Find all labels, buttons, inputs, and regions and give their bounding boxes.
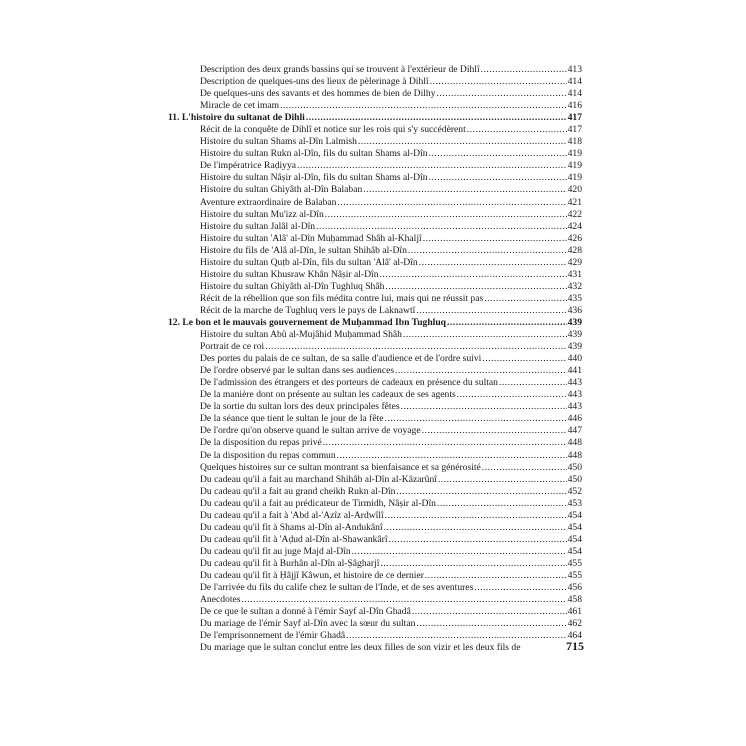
toc-entry [168, 197, 582, 209]
toc-entry-page: 443 [567, 401, 582, 413]
toc-entry [168, 365, 582, 377]
toc-entry [168, 534, 582, 546]
toc-entry-title: Du cadeau qu'il fit à 'Aḍud al-Dîn al-Shawankârî [200, 533, 388, 545]
toc-entry-title: De la disposition du repas privé [200, 437, 322, 449]
dot-leader [416, 305, 566, 317]
toc-entry-page: 422 [567, 208, 582, 220]
toc-entry-title: Du cadeau qu'il fit au juge Majd al-Dîn [200, 545, 351, 557]
dot-leader [325, 209, 567, 221]
toc-entry-title: De la séance que tient le sultan le jour de la fête [200, 413, 384, 425]
toc-entry-page: 455 [567, 557, 582, 569]
toc-entry [168, 450, 582, 462]
toc-entry-title: De la manière dont on présente au sultan les cadeaux de ses agents [200, 389, 456, 401]
dot-leader [422, 425, 567, 437]
dot-leader [482, 462, 567, 474]
toc-entry [168, 76, 582, 88]
dot-leader [467, 124, 567, 136]
toc-entry-page: 452 [567, 485, 582, 497]
toc-entry-title: Histoire du sultan Khusraw Khân Nâṣir al-Dîn [200, 268, 379, 280]
dot-leader [425, 570, 567, 582]
toc-entry-page: 419 [567, 148, 582, 160]
dot-leader [430, 76, 567, 88]
toc-entry [168, 413, 582, 425]
toc-entry-title: Portrait de ce roi [200, 341, 265, 353]
toc-entry-title: De l'ordre observé par le sultan dans ses audiences [200, 365, 395, 377]
toc-entry [168, 136, 582, 148]
toc-entry-page: 414 [567, 76, 582, 88]
toc-entry-page: 464 [567, 630, 582, 642]
dot-leader [363, 184, 566, 196]
toc-entry-page: 416 [567, 100, 582, 112]
dot-leader [481, 64, 567, 76]
toc-entry-page: 447 [567, 425, 582, 437]
toc-entry-title: De l'admission des étrangers et des porteurs de cadeaux en présence du sultan [200, 377, 498, 389]
toc-entry [168, 184, 582, 196]
toc-entry-title: Du mariage de l'émir Sayf al-Dîn avec la sœur du sultan [200, 618, 416, 630]
dot-leader [316, 221, 567, 233]
dot-leader [337, 197, 566, 209]
toc-entry [168, 522, 582, 534]
toc-entry-title: Du cadeau qu'il a fait à 'Abd al-'Azîz al-Ardwîlî [200, 509, 384, 521]
toc-entry-page: 450 [567, 473, 582, 485]
toc-entry [168, 257, 582, 269]
dot-leader [499, 377, 567, 389]
toc-entry-page: 439 [567, 341, 582, 353]
toc-entry-page: 419 [567, 172, 582, 184]
toc-entry-page: 461 [567, 606, 582, 618]
toc-entry-title: De l'ordre qu'on observe quand le sultan arrive de voyage [200, 425, 421, 437]
toc-entry-page: 454 [567, 545, 582, 557]
dot-leader [323, 437, 567, 449]
toc-entry-page: 440 [567, 353, 582, 365]
toc-entry-title: Récit de la rébellion que son fils médita contre lui, mais qui ne réussit pas [200, 292, 484, 304]
toc-entry-page: 453 [567, 497, 582, 509]
toc-entry-page: 428 [567, 244, 582, 256]
dot-leader [447, 317, 567, 329]
toc-entry-title: Du cadeau qu'il a fait au marchand Shihâb al-Dîn al-Kâzarûnî [200, 473, 437, 485]
toc-entry-title: Du cadeau qu'il a fait au grand cheikh Rukn al-Dîn [200, 485, 396, 497]
toc-entry-title: De l'impératrice Raḍiyya [200, 160, 297, 172]
toc-chapter-entry [168, 112, 582, 124]
toc-entry-page: 413 [567, 64, 582, 75]
dot-leader [401, 401, 567, 413]
toc-entry-title: Quelques histoires sur ce sultan montrant sa bienfaisance et sa générosité [200, 461, 481, 473]
toc-entry-title: Description de quelques-uns des lieux de pèlerinage à Dihlî [200, 76, 429, 88]
dot-leader [352, 546, 567, 558]
toc-entry-page: 454 [567, 533, 582, 545]
dot-leader [337, 450, 567, 462]
toc-entry-title: 12. Le bon et le mauvais gouvernement de Muḥammad Ibn Tughluq [168, 316, 446, 328]
toc-entry-title: Miracle de cet imam [200, 100, 280, 112]
toc-entry-title: Histoire du sultan Ghiyâth al-Dîn Tughluq Shâh [200, 280, 385, 292]
toc-entry [168, 498, 582, 510]
toc-entry-page: 426 [567, 232, 582, 244]
toc-entry-title: Histoire du sultan Ghiyâth al-Dîn Balaban [200, 184, 363, 196]
toc-entry-page: 417 [567, 124, 582, 136]
dot-leader [429, 172, 567, 184]
toc-entry-page: 450 [567, 461, 582, 473]
toc-entry [168, 353, 582, 365]
toc-entry-title: Histoire du sultan Jalâl al-Dîn [200, 220, 316, 232]
toc-entry [168, 558, 582, 570]
dot-leader [395, 365, 567, 377]
toc-entry-page: 420 [567, 184, 582, 196]
dot-leader [385, 510, 567, 522]
toc-entry-title: Histoire du sultan Nâṣir al-Dîn, fils du sultan Shams al-Dîn [200, 172, 428, 184]
toc-entry-title: Du cadeau qu'il fit à Burhân al-Dîn al-Ṣâgharjî [200, 557, 380, 569]
toc-entry-page: 414 [567, 88, 582, 100]
toc-entry-title: Histoire du sultan Shams al-Dîn Lalmish [200, 136, 357, 148]
toc-entry [168, 425, 582, 437]
dot-leader [385, 413, 567, 425]
dot-leader [457, 389, 567, 401]
toc-entry-title: Récit de la conquête de Dihlî et notice sur les rois qui s'y succédèrent [200, 124, 466, 136]
toc-entry [168, 148, 582, 160]
toc-entry [168, 221, 582, 233]
toc-entry-page: 432 [567, 280, 582, 292]
dot-leader [437, 88, 567, 100]
dot-leader [389, 534, 567, 546]
toc-entry [168, 486, 582, 498]
toc-entry-page: 436 [567, 304, 582, 316]
dot-leader [385, 281, 566, 293]
toc-entry-page: 419 [567, 160, 582, 172]
dot-leader [242, 594, 567, 606]
dot-leader [380, 269, 567, 281]
dot-leader [416, 618, 566, 630]
dot-leader [429, 148, 567, 160]
dot-leader [437, 498, 567, 510]
dot-leader [297, 160, 567, 172]
toc-entry [168, 606, 582, 618]
toc-entry [168, 630, 582, 642]
toc-entry [168, 642, 582, 654]
toc-entry-title: Aventure extraordinaire de Balaban [200, 196, 337, 208]
toc-entry [168, 269, 582, 281]
toc-entry-title: Du cadeau qu'il a fait au prédicateur de Tirmidh, Nâṣir al-Dîn [200, 497, 436, 509]
toc-entry [168, 209, 582, 221]
page-number: 715 [566, 639, 584, 653]
toc-entry [168, 245, 582, 257]
toc-entry-page: 446 [567, 413, 582, 425]
dot-leader [438, 474, 567, 486]
dot-leader [408, 245, 567, 257]
toc-entry [168, 329, 582, 341]
toc-entry-title: Récit de la marche de Tughluq vers le pays de Laknawtî [200, 304, 416, 316]
toc-entry-title: Description des deux grands bassins qui se trouvent à l'extérieur de Dihlî [200, 64, 480, 75]
toc-entry-page: 431 [567, 268, 582, 280]
toc-entry-page: 448 [567, 437, 582, 449]
toc-entry [168, 618, 582, 630]
dot-leader [412, 606, 567, 618]
toc-entry [168, 377, 582, 389]
dot-leader [396, 486, 566, 498]
dot-leader [403, 329, 567, 341]
toc-entry [168, 594, 582, 606]
dot-leader [423, 233, 567, 245]
toc-entry [168, 341, 582, 353]
toc-entry-title: Histoire du sultan 'Alâ' al-Dîn Muḥammad Shâh al-Khaljî [200, 232, 422, 244]
toc-entry-page: 456 [567, 582, 582, 594]
dot-leader [384, 522, 567, 534]
toc-entry-page: 462 [567, 618, 582, 630]
dot-leader [484, 293, 566, 305]
toc-entry-title: Des portes du palais de ce sultan, de sa salle d'audience et de l'ordre suivi [200, 353, 482, 365]
dot-leader [265, 341, 566, 353]
dot-leader [306, 112, 567, 124]
toc-entry [168, 124, 582, 136]
toc-entry [168, 88, 582, 100]
dot-leader [346, 630, 566, 642]
toc-entry-page: 429 [567, 256, 582, 268]
dot-leader [280, 100, 566, 112]
toc-entry [168, 570, 582, 582]
toc-entry [168, 100, 582, 112]
toc-entry [168, 401, 582, 413]
dot-leader [358, 136, 567, 148]
toc-entry-page: 443 [567, 389, 582, 401]
toc-entry-page: 454 [567, 509, 582, 521]
dot-leader [380, 558, 566, 570]
toc-entry-page: 443 [567, 377, 582, 389]
toc-entry-page: 417 [567, 112, 582, 124]
toc-entry [168, 281, 582, 293]
toc-entry [168, 462, 582, 474]
toc-entry-page: 421 [567, 196, 582, 208]
toc-entry [168, 305, 582, 317]
toc-entry-page: 441 [567, 365, 582, 377]
toc-entry-page: 439 [567, 316, 582, 328]
toc-entry-page: 455 [567, 569, 582, 581]
dot-leader [419, 257, 567, 269]
toc-entry [168, 474, 582, 486]
toc-entry-page: 424 [567, 220, 582, 232]
toc-entry [168, 64, 582, 76]
toc-entry-title: De ce que le sultan a donné à l'émir Sayf al-Dîn Ghadâ [200, 606, 411, 618]
toc-entry [168, 233, 582, 245]
toc-entry-page: 439 [567, 329, 582, 341]
toc-entry-page: 454 [567, 521, 582, 533]
toc-entry-title: De la sortie du sultan lors des deux principales fêtes [200, 401, 400, 413]
toc-entry [168, 582, 582, 594]
toc-entry-title: De quelques-uns des savants et des hommes de bien de Dilhy [200, 88, 436, 100]
toc-entry [168, 172, 582, 184]
toc-entry-page: 435 [567, 292, 582, 304]
toc-entry-title: De l'arrivée du fils du calife chez le sultan de l'Inde, et de ses aventures [200, 582, 474, 594]
toc-chapter-entry [168, 317, 582, 329]
toc-entry-title: De l'emprisonnement de l'émir Ghadâ [200, 630, 346, 642]
toc-entry-title: Du mariage que le sultan conclut entre les deux filles de son vizir et les deux fils de [200, 642, 521, 654]
toc-entry-title: 11. L'histoire du sultanat de Dihli [168, 112, 305, 124]
toc-entry-title: De la disposition du repas commun [200, 449, 336, 461]
toc-entry-title: Du cadeau qu'il fit à Shams al-Dîn al-Andukânî [200, 521, 383, 533]
toc-entry-page: 458 [567, 594, 582, 606]
table-of-contents [168, 64, 582, 654]
toc-entry [168, 510, 582, 522]
toc-entry [168, 293, 582, 305]
toc-entry-page: 418 [567, 136, 582, 148]
toc-entry-title: Histoire du sultan Mu'izz al-Dîn [200, 208, 324, 220]
dot-leader [474, 582, 566, 594]
toc-entry-title: Histoire du sultan Abû al-Mujâhid Muḥammad Shâh [200, 329, 402, 341]
dot-leader [482, 353, 566, 365]
toc-entry-title: Histoire du sultan Rukn al-Dîn, fils du sultan Shams al-Dîn [200, 148, 428, 160]
toc-entry-title: Du cadeau qu'il fit à Ḥâjjî Kâwun, et histoire de ce dernier [200, 569, 424, 581]
toc-entry [168, 437, 582, 449]
toc-entry [168, 546, 582, 558]
toc-entry-title: Anecdotes [200, 594, 241, 606]
toc-entry [168, 389, 582, 401]
toc-entry [168, 160, 582, 172]
toc-entry-title: Histoire du fils de 'Alâ al-Dîn, le sultan Shihâb al-Dîn [200, 244, 407, 256]
toc-entry-page: 448 [567, 449, 582, 461]
toc-entry-title: Histoire du sultan Quṭb al-Dîn, fils du sultan 'Alâ' al-Dîn [200, 256, 418, 268]
